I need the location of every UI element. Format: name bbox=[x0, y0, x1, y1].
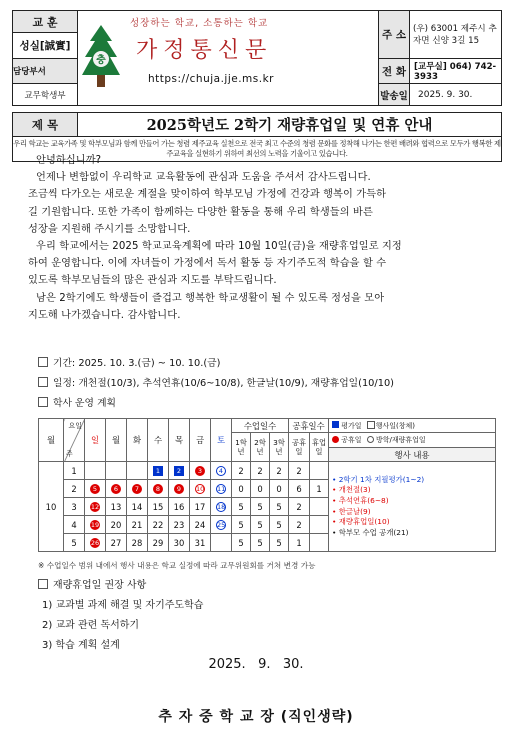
schedule-item bbox=[38, 374, 394, 394]
paragraph-line: 길 기원합니다. 또한 가족이 함께하는 다양한 활동을 통해 우리 학생들의 바른 bbox=[28, 206, 373, 218]
legend-eval: 평가일 bbox=[341, 421, 362, 430]
public-holiday-count: 2 bbox=[289, 462, 310, 480]
school-logo bbox=[82, 25, 120, 91]
day-cell bbox=[85, 462, 106, 480]
public-holiday-count: 2 bbox=[289, 516, 310, 534]
day-cell bbox=[211, 480, 232, 498]
week-day-header bbox=[64, 419, 85, 462]
address-label: 주 소 bbox=[379, 11, 410, 59]
recommendations bbox=[38, 576, 203, 656]
day-header-thu: 목 bbox=[169, 419, 190, 462]
break-day-count bbox=[310, 534, 329, 552]
event-item: • 한글날(9) bbox=[332, 506, 371, 516]
break-day-header: 휴업일 bbox=[310, 433, 329, 462]
day-cell: 13 bbox=[106, 498, 127, 516]
day-cell: 24 bbox=[190, 516, 211, 534]
table-row bbox=[39, 462, 496, 480]
day-cell bbox=[190, 462, 211, 480]
holiday-marker: 5 bbox=[90, 484, 100, 494]
week-cell: 5 bbox=[64, 534, 85, 552]
grade-3-days: 5 bbox=[270, 516, 289, 534]
day-cell: 28 bbox=[127, 534, 148, 552]
day-cell bbox=[148, 462, 169, 480]
newsletter-title: 가정통신문 bbox=[136, 38, 273, 63]
grade-1-days: 0 bbox=[232, 480, 251, 498]
grade-2-header: 2학년 bbox=[251, 433, 270, 462]
grade-2-days: 0 bbox=[251, 480, 270, 498]
plan-item bbox=[38, 394, 394, 414]
grade-1-days: 5 bbox=[232, 516, 251, 534]
legend-holiday: 공휴일 bbox=[341, 436, 362, 444]
letterhead bbox=[12, 10, 502, 106]
date-label: 발송일 bbox=[379, 84, 410, 106]
info-list bbox=[38, 354, 394, 414]
grade-3-header: 3학년 bbox=[270, 433, 289, 462]
events-cell bbox=[329, 462, 496, 552]
week-cell: 1 bbox=[64, 462, 85, 480]
day-cell: 29 bbox=[148, 534, 169, 552]
paragraph-line: 성장을 지원해 주시기를 소망합니다. bbox=[28, 223, 191, 235]
title-block bbox=[78, 11, 379, 106]
events-header: 행사 내용 bbox=[329, 448, 496, 462]
day-cell: 16 bbox=[169, 498, 190, 516]
day-cell bbox=[190, 480, 211, 498]
paragraph-line: 있도록 학부모님들의 많은 관심과 지도를 부탁드립니다. bbox=[28, 275, 277, 287]
recommend-item: 1) 교과별 과제 해결 및 자기주도학습 bbox=[42, 600, 204, 611]
dept-value: 교무학생부 bbox=[13, 84, 78, 106]
recommend-heading-row bbox=[38, 576, 203, 596]
week-corner: 주 bbox=[66, 450, 73, 458]
phone-label: 전 화 bbox=[379, 59, 410, 84]
event-item: • 학부모 수업 공개(21) bbox=[332, 527, 409, 537]
grade-2-days: 2 bbox=[251, 462, 270, 480]
grade-2-days: 5 bbox=[251, 534, 270, 552]
public-days-header: 공휴일수 bbox=[289, 419, 329, 433]
holiday-marker: 8 bbox=[153, 484, 163, 494]
day-header-fri: 금 bbox=[190, 419, 211, 462]
day-cell bbox=[106, 480, 127, 498]
grade-2-days: 5 bbox=[251, 498, 270, 516]
day-cell bbox=[211, 498, 232, 516]
holiday-marker: 7 bbox=[132, 484, 142, 494]
day-corner: 요일 bbox=[68, 422, 82, 430]
paragraph-line: 하여 운영합니다. 이에 자녀들이 가정에서 독서 활동 등 자기주도적 학습을 할 수 bbox=[28, 258, 387, 270]
day-cell: 20 bbox=[106, 516, 127, 534]
website-link[interactable]: https://chuja.jje.ms.kr bbox=[148, 73, 274, 85]
recommend-heading: 재량휴업일 권장 사항 bbox=[53, 580, 147, 591]
day-cell: 17 bbox=[190, 498, 211, 516]
day-cell bbox=[211, 516, 232, 534]
schedule-text: 일정: 개천절(10/3), 추석연휴(10/6~10/8), 한글날(10/9), 재량휴업일(10/10) bbox=[53, 378, 395, 389]
academic-calendar bbox=[38, 418, 496, 552]
break-day-count bbox=[310, 462, 329, 480]
saturday-marker: 18 bbox=[217, 503, 226, 511]
paragraph-line: 언제나 변함없이 우리학교 교육활동에 관심과 도움을 주셔서 감사드립니다. bbox=[36, 172, 371, 184]
legend-break: 방학/재량휴업일 bbox=[376, 436, 426, 444]
dept-label-text: 담당부서 bbox=[13, 67, 46, 77]
day-header-wed: 수 bbox=[148, 419, 169, 462]
period-item bbox=[38, 354, 394, 374]
public-holiday-header: 공휴일 bbox=[289, 433, 310, 462]
phone-value: [교무실] 064) 742-3933 bbox=[410, 59, 502, 84]
dept-label bbox=[13, 59, 78, 84]
mission-statement: 우리 학교는 교육가족 및 학부모님과 함께 만들어 가는 청렴 제주교육 실천으로 전국 최고 수준의 청렴 문화를 정착해 나가는 한편 배려와 협력으로 모두가 행복한 제주교육을 실현하기 위하여 최선의 노력을 기울이고 있습니다. bbox=[12, 136, 502, 162]
letter-body bbox=[28, 152, 498, 324]
month-header: 월 bbox=[39, 419, 64, 462]
public-holiday-count: 1 bbox=[289, 534, 310, 552]
day-header-tue: 화 bbox=[127, 419, 148, 462]
day-cell: 31 bbox=[190, 534, 211, 552]
saturday-marker: 25 bbox=[217, 521, 226, 529]
day-cell bbox=[127, 462, 148, 480]
grade-1-days: 5 bbox=[232, 498, 251, 516]
subject-row bbox=[12, 112, 502, 137]
slogan: 성장하는 학교, 소통하는 학교 bbox=[130, 18, 269, 29]
day-cell: 27 bbox=[106, 534, 127, 552]
day-cell: 30 bbox=[169, 534, 190, 552]
event-item: • 재량휴업일(10) bbox=[332, 517, 390, 527]
class-days-header: 수업일수 bbox=[232, 419, 289, 433]
break-day-count bbox=[310, 498, 329, 516]
month-cell: 10 bbox=[39, 462, 64, 552]
week-cell: 4 bbox=[64, 516, 85, 534]
public-holiday-count: 2 bbox=[289, 498, 310, 516]
day-cell: 21 bbox=[127, 516, 148, 534]
day-cell bbox=[85, 498, 106, 516]
recommend-item: 3) 학습 계획 설계 bbox=[42, 640, 120, 651]
day-cell: 14 bbox=[127, 498, 148, 516]
motto-label: 교 훈 bbox=[13, 11, 78, 33]
day-cell bbox=[211, 462, 232, 480]
holiday-marker: 19 bbox=[90, 521, 100, 529]
saturday-marker: 11 bbox=[217, 485, 226, 493]
principal-signature: 추 자 중 학 교 장 (직인생략) bbox=[158, 709, 354, 725]
grade-3-days: 0 bbox=[270, 480, 289, 498]
event-item: • 추석연휴(6~8) bbox=[332, 495, 389, 505]
closing-date: 2025. 9. 30. bbox=[208, 657, 304, 672]
plan-heading: 학사 운영 계획 bbox=[53, 398, 117, 409]
motto-value: 성실[誠實] bbox=[13, 33, 78, 59]
day-cell bbox=[169, 462, 190, 480]
day-cell: 15 bbox=[148, 498, 169, 516]
checkbox-icon bbox=[38, 397, 48, 407]
date-value: 2025. 9. 30. bbox=[410, 84, 502, 106]
grade-1-days: 2 bbox=[232, 462, 251, 480]
grade-3-days: 5 bbox=[270, 498, 289, 516]
holiday-marker: 6 bbox=[111, 484, 121, 494]
paragraph-line: 조금씩 다가오는 새로운 계절을 맞이하여 학부모님 가정에 건강과 행복이 가득하 bbox=[28, 189, 387, 201]
day-cell: 22 bbox=[148, 516, 169, 534]
period-text: 기간: 2025. 10. 3.(금) ~ 10. 10.(금) bbox=[53, 358, 221, 369]
public-holiday-count: 6 bbox=[289, 480, 310, 498]
checkbox-icon bbox=[38, 579, 48, 589]
day-cell bbox=[169, 480, 190, 498]
legend-row-1 bbox=[329, 419, 496, 433]
break-day-count bbox=[310, 516, 329, 534]
checkbox-icon bbox=[38, 357, 48, 367]
holiday-marker: 26 bbox=[90, 539, 100, 547]
day-cell bbox=[106, 462, 127, 480]
day-header-sun: 일 bbox=[85, 419, 106, 462]
day-cell bbox=[211, 534, 232, 552]
eval-day-marker: 2 bbox=[174, 466, 184, 476]
holiday-marker: 12 bbox=[90, 503, 100, 511]
event-item: • 2학기 1차 지필평가(1~2) bbox=[332, 474, 425, 484]
day-cell bbox=[85, 516, 106, 534]
day-cell bbox=[127, 480, 148, 498]
day-cell bbox=[85, 480, 106, 498]
break-day-count: 1 bbox=[310, 480, 329, 498]
subject-label: 제 목 bbox=[13, 113, 78, 137]
day-cell bbox=[148, 480, 169, 498]
grade-1-header: 1학년 bbox=[232, 433, 251, 462]
event-item: • 개천절(3) bbox=[332, 485, 371, 495]
calendar-note: ※ 수업일수 범위 내에서 행사 내용은 학교 실정에 따라 교무위원회를 거쳐 변경 가능 bbox=[38, 561, 316, 570]
day-cell bbox=[85, 534, 106, 552]
holiday-marker: 9 bbox=[174, 484, 184, 494]
day-header-mon: 월 bbox=[106, 419, 127, 462]
grade-3-days: 5 bbox=[270, 534, 289, 552]
subject-title: 2025학년도 2학기 재량휴업일 및 연휴 안내 bbox=[78, 113, 502, 137]
legend-event: 행사일(창체) bbox=[375, 421, 416, 430]
paragraph-line: 우리 학교에서는 2025 학교교육계획에 따라 10월 10일(금)을 재량휴업일로 지정 bbox=[36, 241, 402, 253]
address-value: (우) 63001 제주시 추자면 신양 3길 15 bbox=[410, 11, 502, 59]
greeting: 안녕하십니까? bbox=[36, 155, 102, 166]
day-header-sat: 토 bbox=[211, 419, 232, 462]
break-day-marker: 10 bbox=[196, 485, 205, 493]
paragraph-line: 남은 2학기에도 학생들이 즐겁고 행복한 학교생활이 될 수 있도록 정성을 모아 bbox=[36, 292, 385, 304]
logo-letter: 충 bbox=[96, 55, 106, 66]
checkbox-icon bbox=[38, 377, 48, 387]
grade-3-days: 2 bbox=[270, 462, 289, 480]
eval-day-marker: 1 bbox=[153, 466, 163, 476]
legend-row-2 bbox=[329, 433, 496, 448]
recommend-item: 2) 교과 관련 독서하기 bbox=[42, 620, 140, 631]
grade-1-days: 5 bbox=[232, 534, 251, 552]
day-cell: 23 bbox=[169, 516, 190, 534]
holiday-marker: 3 bbox=[195, 466, 205, 476]
week-cell: 3 bbox=[64, 498, 85, 516]
saturday-marker: 4 bbox=[216, 466, 226, 476]
paragraph-line: 지도해 나가겠습니다. 감사합니다. bbox=[28, 309, 181, 321]
week-cell: 2 bbox=[64, 480, 85, 498]
grade-2-days: 5 bbox=[251, 516, 270, 534]
